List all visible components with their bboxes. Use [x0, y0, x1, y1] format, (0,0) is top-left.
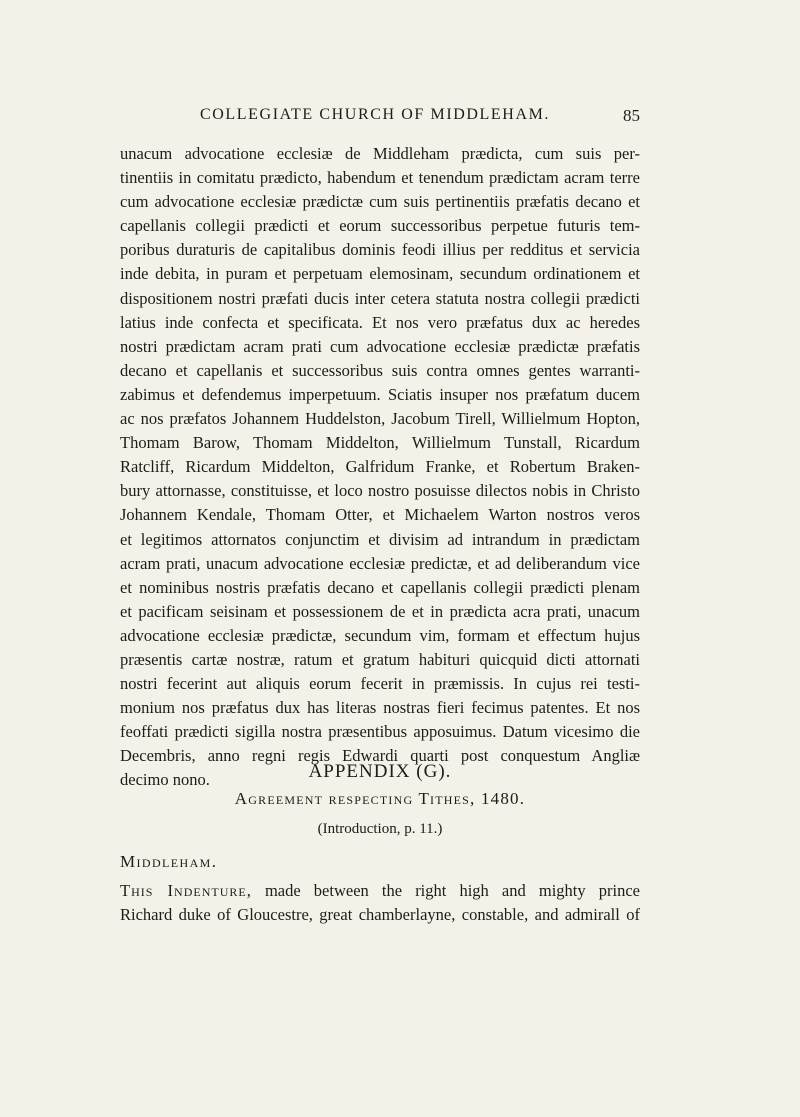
text-line: decano et capellanis et successoribus suis contra omnes gentes warranti- [120, 360, 640, 380]
text-line: nostri fecerint aut aliquis eorum fecerit in præmissis. In cujus rei testi- [120, 674, 640, 694]
text-line: cum advocatione ecclesiæ prædictæ cum suis pertinentiis præfatis decano et [120, 192, 640, 212]
text-line: capellanis collegii prædicti et eorum successoribus perpetue futuris tem- [120, 216, 640, 236]
text-line: advocatione ecclesiæ prædictæ, secundum vim, formam et effectum hujus [120, 625, 640, 645]
text-line: inde debita, in puram et perpetuam elemosinam, secundum ordinationem et [120, 264, 640, 284]
text-line: tinentiis in comitatu prædicto, habendum et tenendum prædictam acram terre [120, 168, 640, 188]
page-number: 85 [623, 106, 640, 125]
indenture-line-rest: made between the right high and mighty prince [251, 881, 640, 900]
text-line: ac nos præfatos Johannem Huddelston, Jacobum Tirell, Willielmum Hopton, [120, 409, 640, 429]
text-line: Decembris, anno regni regis Edwardi quarti post conquestum Angliæ [120, 746, 640, 766]
text-line: Richard duke of Gloucestre, great chamberlayne, constable, and admirall of [120, 905, 640, 924]
latin-charter-text [120, 142, 640, 793]
indenture-lead-words: This Indenture, [120, 881, 252, 900]
text-line: unacum advocatione ecclesiæ de Middleham prædicta, cum suis per- [120, 144, 640, 163]
text-line: Johannem Kendale, Thomam Otter, et Michaelem Warton nostros veros [120, 505, 640, 525]
text-line: zabimus et defendemus imperpetuum. Sciatis insuper nos præfatum ducem [120, 384, 640, 404]
indenture-paragraph [120, 879, 640, 927]
introduction-reference: (Introduction, p. 11.) [317, 821, 443, 837]
text-line: decimo nono. [120, 770, 210, 790]
text-line: præsentis cartæ nostræ, ratum et gratum habituri quicquid dicti attornati [120, 649, 640, 669]
text-line: et nominibus nostris præfatis decano et capellanis collegii prædicti plenam [120, 577, 640, 597]
text-line: Thomam Barow, Thomam Middelton, Willielmum Tunstall, Ricardum [120, 433, 640, 453]
appendix-heading: APPENDIX (G). [308, 761, 452, 782]
text-line [120, 879, 640, 903]
place-heading: Middleham. [120, 852, 218, 871]
text-line: et pacificam seisinam et possessionem de et in prædicta acra prati, unacum [120, 601, 640, 621]
text-line: acram prati, unacum advocatione ecclesiæ predictæ, et ad deliberandum vice [120, 553, 640, 573]
running-title: COLLEGIATE CHURCH OF MIDDLEHAM. [200, 106, 551, 123]
text-line: nostri prædictam acram prati cum advocatione ecclesiæ prædictæ præfatis [120, 336, 640, 356]
text-line: Ratcliff, Ricardum Middelton, Galfridum Franke, et Robertum Braken- [120, 457, 640, 477]
appendix-subheading: Agreement respecting Tithes, 1480. [234, 789, 526, 808]
text-line: monium nos præfatus dux has literas nostras fieri fecimus patentes. Et nos [120, 698, 640, 718]
text-line: et legitimos attornatos conjunctim et divisim ad intrandum in prædictam [120, 529, 640, 549]
text-line: poribus duraturis de capitalibus dominis feodi illius per redditus et servicia [120, 240, 640, 260]
text-line: latius inde confecta et specificata. Et nos vero præfatus dux ac heredes [120, 312, 640, 332]
text-line: dispositionem nostri præfati ducis inter cetera statuta nostra collegii prædicti [120, 288, 640, 308]
text-line: bury attornasse, constituisse, et loco nostro posuisse dilectos nobis in Christo [120, 481, 640, 501]
text-line: feoffati prædicti sigilla nostra præsentibus apposuimus. Datum vicesimo die [120, 722, 640, 742]
